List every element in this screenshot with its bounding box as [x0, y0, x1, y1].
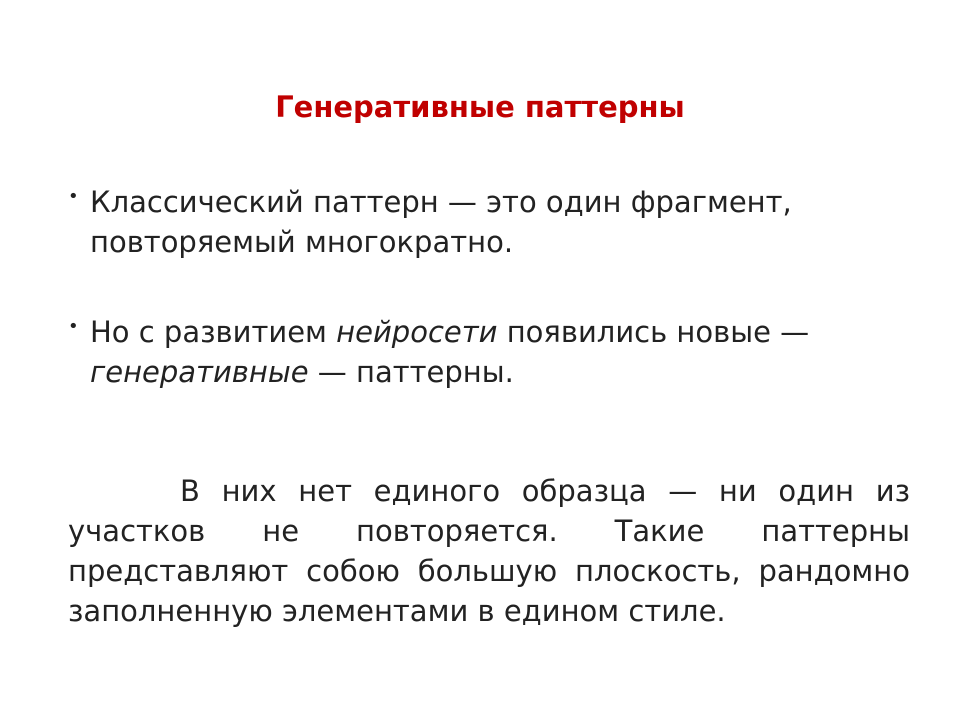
bullet-marker: • [68, 316, 79, 337]
bullet-text-part: — паттерны. [308, 355, 514, 389]
bullet-text: Классический паттерн — это один фрагмент, повторяемый многократно. [90, 185, 792, 259]
bullet-item [68, 182, 918, 262]
bullet-text [90, 312, 918, 392]
bullet-italic-term: нейросети [336, 315, 498, 349]
bullet-text-part: появились новые — [497, 315, 810, 349]
bullet-item [68, 312, 918, 392]
bullet-italic-term: генеративные [90, 355, 309, 389]
body-paragraph: В них нет единого образца — ни один из участков не повторяется. Такие паттерны представляют собою большую плоскость, рандомно заполненную элементами в едином стиле. [68, 474, 910, 628]
bullet-marker: • [68, 186, 79, 207]
slide-title: Генеративные паттерны [275, 90, 685, 124]
bullet-text-part: Но с развитием [90, 315, 337, 349]
